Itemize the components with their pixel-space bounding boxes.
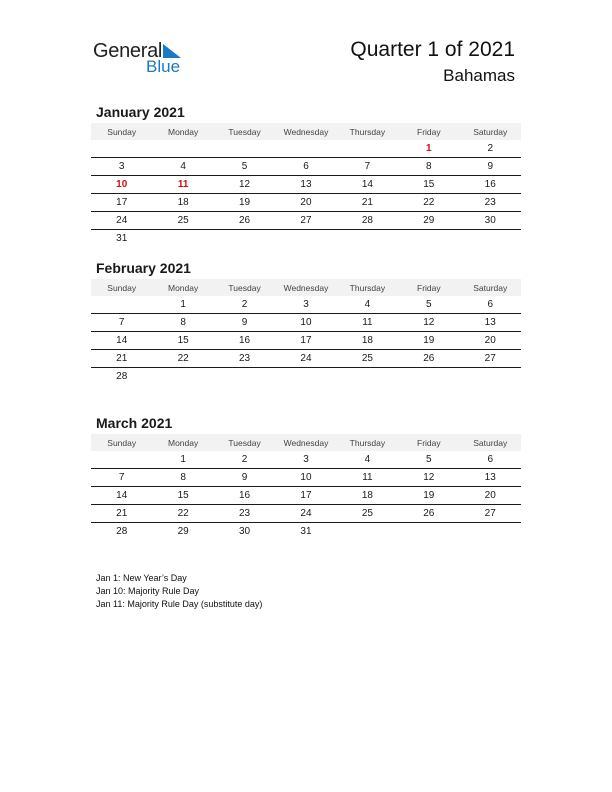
- day-cell: 13: [300, 179, 312, 190]
- day-cell: 20: [484, 490, 496, 501]
- day-cell: 20: [300, 197, 312, 208]
- holiday-note: Jan 1: New Year’s Day: [96, 573, 187, 583]
- day-cell: 15: [423, 179, 435, 190]
- day-cell: 19: [238, 197, 251, 208]
- day-cell: 2: [241, 299, 248, 310]
- weekday-label: Tuesday: [228, 126, 261, 137]
- day-cell: 21: [116, 353, 128, 364]
- day-cell: 25: [177, 215, 189, 226]
- day-cell: 17: [116, 197, 128, 208]
- day-cell: 30: [484, 215, 496, 226]
- day-cell: 6: [303, 161, 309, 172]
- page-title: Quarter 1 of 2021: [350, 38, 515, 61]
- week-row: [91, 487, 521, 505]
- day-cell: 23: [238, 508, 251, 519]
- day-cell: 11: [362, 317, 373, 328]
- week-row: [91, 469, 521, 487]
- day-cell: 10: [116, 179, 128, 190]
- day-cell: 22: [177, 353, 189, 364]
- day-cell: 13: [484, 317, 496, 328]
- weekday-label: Thursday: [349, 282, 386, 293]
- day-cell: 18: [361, 490, 373, 501]
- day-cell: 18: [361, 335, 373, 346]
- country-name: Bahamas: [443, 66, 515, 85]
- week-row: [91, 350, 521, 368]
- week-row: [91, 140, 521, 158]
- day-cell: 24: [300, 508, 312, 519]
- day-cell: 25: [361, 353, 373, 364]
- weekday-header: [91, 123, 521, 140]
- day-cell: 28: [116, 371, 128, 382]
- day-cell: 17: [300, 490, 312, 501]
- day-cell: 21: [116, 508, 128, 519]
- day-cell: 12: [423, 317, 435, 328]
- weekday-label: Wednesday: [283, 282, 329, 293]
- day-cell: 27: [300, 215, 312, 226]
- week-row: [91, 314, 521, 332]
- weekday-label: Monday: [168, 126, 199, 137]
- day-cell: 3: [303, 454, 309, 465]
- weekday-label: Saturday: [473, 126, 508, 137]
- week-row: [91, 523, 521, 540]
- day-cell: 19: [423, 335, 435, 346]
- month-calendar: [91, 415, 521, 540]
- day-cell: 26: [423, 508, 435, 519]
- day-cell: 31: [116, 233, 128, 244]
- week-row: [91, 505, 521, 523]
- brand-logo: [93, 40, 193, 80]
- day-cell: 17: [300, 335, 312, 346]
- day-cell: 28: [116, 526, 128, 537]
- day-cell: 22: [423, 197, 435, 208]
- day-cell: 5: [426, 454, 432, 465]
- day-cell: 7: [118, 472, 125, 483]
- weekday-label: Monday: [168, 282, 199, 293]
- weekday-label: Friday: [417, 126, 441, 137]
- weekday-label: Monday: [168, 437, 199, 448]
- day-cell: 11: [362, 472, 373, 483]
- day-cell: 9: [241, 472, 248, 483]
- weekday-label: Tuesday: [228, 282, 261, 293]
- day-cell: 3: [303, 299, 309, 310]
- month-title: February 2021: [96, 260, 191, 276]
- day-cell: 8: [426, 161, 432, 172]
- weekday-label: Friday: [417, 282, 441, 293]
- week-row: [91, 368, 521, 385]
- weekday-label: Wednesday: [283, 126, 329, 137]
- weekday-label: Sunday: [107, 437, 137, 448]
- day-cell: 1: [180, 454, 186, 465]
- month-title: January 2021: [96, 104, 185, 120]
- day-cell: 19: [423, 490, 435, 501]
- holiday-note: Jan 11: Majority Rule Day (substitute day): [96, 599, 263, 609]
- day-cell: 29: [423, 215, 435, 226]
- week-row: [91, 176, 521, 194]
- day-cell: 9: [487, 161, 494, 172]
- weekday-label: Tuesday: [228, 437, 261, 448]
- week-row: [91, 212, 521, 230]
- day-cell: 1: [180, 299, 186, 310]
- day-cell: 27: [484, 508, 496, 519]
- day-cell: 20: [484, 335, 496, 346]
- day-cell: 26: [238, 215, 251, 226]
- month-calendar: [91, 104, 521, 247]
- weekday-label: Saturday: [473, 282, 508, 293]
- day-cell: 4: [364, 299, 371, 310]
- day-cell: 2: [241, 454, 248, 465]
- day-cell: 15: [177, 490, 189, 501]
- logo-text-blue: Blue: [146, 57, 181, 76]
- day-cell: 1: [426, 143, 432, 154]
- weekday-label: Sunday: [107, 282, 137, 293]
- day-cell: 9: [241, 317, 248, 328]
- weekday-label: Friday: [417, 437, 441, 448]
- week-row: [91, 296, 521, 314]
- day-cell: 24: [300, 353, 312, 364]
- day-cell: 13: [484, 472, 496, 483]
- day-cell: 14: [116, 335, 128, 346]
- month-calendar: [91, 260, 521, 385]
- day-cell: 6: [487, 454, 494, 465]
- day-cell: 2: [487, 143, 494, 154]
- day-cell: 18: [177, 197, 189, 208]
- day-cell: 10: [300, 317, 312, 328]
- holiday-note: Jan 10: Majority Rule Day: [96, 586, 200, 596]
- week-row: [91, 451, 521, 469]
- day-cell: 24: [116, 215, 128, 226]
- day-cell: 27: [484, 353, 496, 364]
- day-cell: 11: [177, 179, 189, 190]
- month-title: March 2021: [96, 415, 173, 431]
- day-cell: 4: [180, 161, 186, 172]
- weekday-header: [91, 279, 521, 296]
- day-cell: 28: [361, 215, 373, 226]
- day-cell: 5: [241, 161, 248, 172]
- weekday-header: [91, 434, 521, 451]
- day-cell: 12: [238, 179, 251, 190]
- weekday-label: Thursday: [349, 126, 386, 137]
- week-row: [91, 332, 521, 350]
- day-cell: 8: [180, 317, 186, 328]
- day-cell: 21: [361, 197, 373, 208]
- day-cell: 7: [364, 161, 371, 172]
- day-cell: 29: [177, 526, 189, 537]
- weekday-label: Sunday: [107, 126, 137, 137]
- day-cell: 15: [177, 335, 189, 346]
- day-cell: 22: [177, 508, 189, 519]
- day-cell: 16: [484, 179, 496, 190]
- week-row: [91, 158, 521, 176]
- day-cell: 30: [238, 526, 251, 537]
- day-cell: 7: [118, 317, 125, 328]
- weekday-label: Saturday: [473, 437, 508, 448]
- day-cell: 16: [238, 335, 251, 346]
- day-cell: 3: [118, 161, 125, 172]
- day-cell: 31: [300, 526, 312, 537]
- week-row: [91, 230, 521, 247]
- day-cell: 14: [361, 179, 373, 190]
- day-cell: 25: [361, 508, 373, 519]
- logo-text-general: General: [93, 40, 163, 62]
- day-cell: 23: [484, 197, 496, 208]
- day-cell: 6: [487, 299, 494, 310]
- day-cell: 4: [364, 454, 371, 465]
- day-cell: 23: [238, 353, 251, 364]
- week-row: [91, 194, 521, 212]
- day-cell: 26: [423, 353, 435, 364]
- day-cell: 10: [300, 472, 312, 483]
- weekday-label: Wednesday: [283, 437, 329, 448]
- day-cell: 8: [180, 472, 186, 483]
- day-cell: 14: [116, 490, 128, 501]
- day-cell: 5: [426, 299, 432, 310]
- weekday-label: Thursday: [349, 437, 386, 448]
- day-cell: 12: [423, 472, 435, 483]
- day-cell: 16: [238, 490, 251, 501]
- holiday-notes: [96, 572, 262, 611]
